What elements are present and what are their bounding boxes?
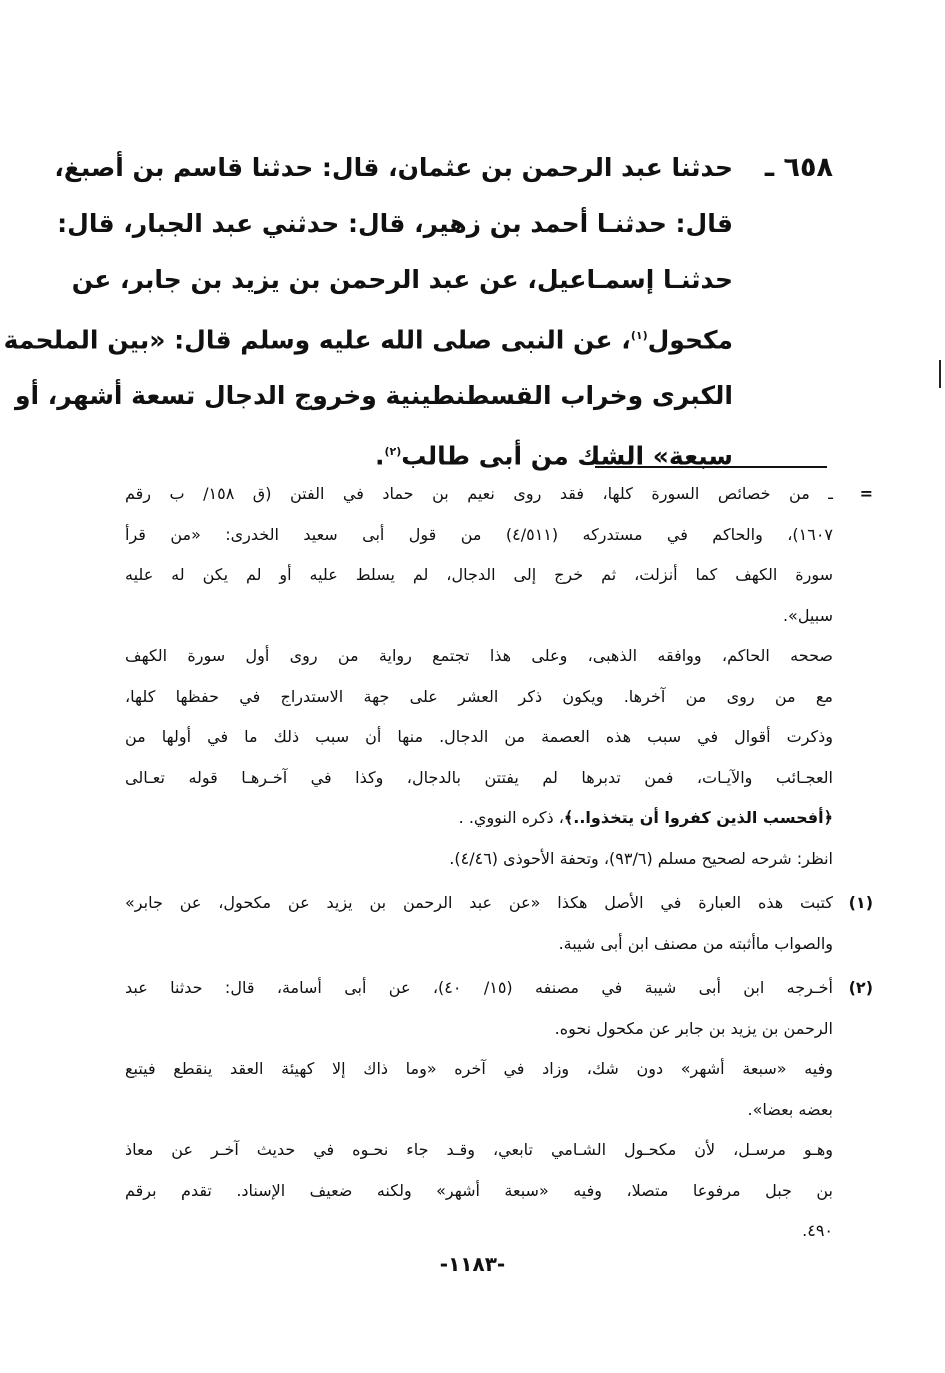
hadith-line: حدثنا عبد الرحمن بن عثمان، قال: حدثنا قاسم بن أصبغ، [54, 153, 733, 182]
footnote-marker: (١) [848, 893, 873, 912]
footnote-ref-2: (٢) [384, 445, 402, 459]
footnote-line: سورة الكهف كما أنزلت، ثم خرج إلى الدجال، لم يسلط عليه أو لم يكن له عليه [125, 565, 833, 584]
footnote-line: وهـو مرسـل، لأن مكحـول الشـامي تابعي، وقـد جاء نحـوه في حديث آخـر عن معاذ [125, 1140, 833, 1159]
footnote-line: والصواب ماأثبته من مصنف ابن أبى شيبة. [558, 933, 833, 953]
footnote-line: بن جبل مرفوعا متصلا، وفيه «سبعة أشهر» ولكنه ضعيف الإسناد. تقدم برقم [125, 1180, 833, 1200]
footnote-line: وفيه «سبعة أشهر» دون شك، وزاد في آخره «وما ذاك إلا كهيئة العقد ينقطع فيتبع [125, 1059, 833, 1078]
hadith-658 [3, 140, 833, 485]
hadith-segment: مكحول [647, 325, 733, 355]
footnote-line: سبيل». [782, 605, 833, 625]
footnote-text: ـ من خصائص السورة كلها، فقد روى نعيم بن حماد في الفتن (ق ١٥٨/ ب رقم [125, 484, 833, 503]
quran-verse: ﴿أفحسب الذين كفروا أن يتخذوا..﴾ [563, 808, 833, 827]
hadith-line [3, 308, 733, 368]
footnote-text: أخـرجه ابن أبى شيبة في مصنفه (١٥/ ٤٠)، عن أبى أسامة، قال: حدثنا عبد [125, 978, 833, 997]
hadith-line: الكبرى وخراب القسطنطينية وخروج الدجال تسعة أشهر، أو [14, 381, 733, 411]
footnote-1 [125, 883, 873, 924]
hadith-segment: سبعة» الشك من أبى طالب [401, 441, 733, 471]
footnote-line: ١٦٠٧)، والحاكم في مستدركه (٤/٥١١) من قول أبى سعيد الخدرى: «من قرأ [125, 524, 834, 544]
hadith-segment: ، عن النبى صلى الله عليه وسلم قال: «بين الملحمة [3, 325, 631, 355]
footnote-separator [595, 466, 827, 468]
footnotes [125, 474, 873, 1252]
scan-edge-mark [939, 360, 941, 388]
footnote-line: بعضه بعضا». [747, 1099, 833, 1119]
hadith-line: حدثنـا إسمـاعيل، عن عبد الرحمن بن يزيد بن جابر، عن [71, 265, 733, 294]
footnote-line [125, 474, 873, 515]
footnote-line: مع من روى من آخرها. ويكون ذكر العشر على جهة الاستدراج في حفظها كلها، [125, 686, 833, 706]
hadith-line: قال: حدثنـا أحمد بن زهير، قال: حدثني عبد الجبار، قال: [57, 209, 733, 238]
footnote-line: العجـائب والآيـات، فمن تدبرها لم يفتتن بالدجال، وكذا في آخـرهـا قوله تعـالى [125, 767, 833, 787]
footnote-line: وذكرت أقوال في سبب هذه العصمة من الدجال. منها أن سبب ذلك ما في أولها من [125, 727, 833, 746]
hadith-segment: . [375, 441, 385, 471]
footnote-line: صححه الحاكم، ووافقه الذهبى، وعلى هذا تجتمع رواية من روى أول سورة الكهف [125, 646, 833, 665]
hadith-number: ٦٥٨ ـ [764, 152, 833, 183]
footnote-line [125, 798, 833, 839]
footnote-2 [125, 968, 873, 1009]
footnote-text: كتبت هذه العبارة في الأصل هكذا «عن عبد الرحمن بن يزيد عن مكحول، عن جابر» [125, 893, 833, 912]
footnote-line: الرحمن بن يزيد بن جابر عن مكحول نحوه. [554, 1018, 833, 1038]
hadith-text [3, 140, 733, 485]
footnote-line: انظر: شرحه لصحيح مسلم (٩٣/٦)، وتحفة الأحوذى (٤/٤٦). [449, 848, 833, 868]
footnote-marker: (٢) [848, 978, 873, 997]
footnote-ref-1: (١) [630, 329, 648, 342]
page-number: -١١٨٣- [439, 1252, 506, 1276]
continuation-marker: = [859, 484, 873, 503]
footnote-line: ٤٩٠. [802, 1221, 833, 1240]
footnote-text: ، ذكره النووي. . [458, 808, 564, 827]
